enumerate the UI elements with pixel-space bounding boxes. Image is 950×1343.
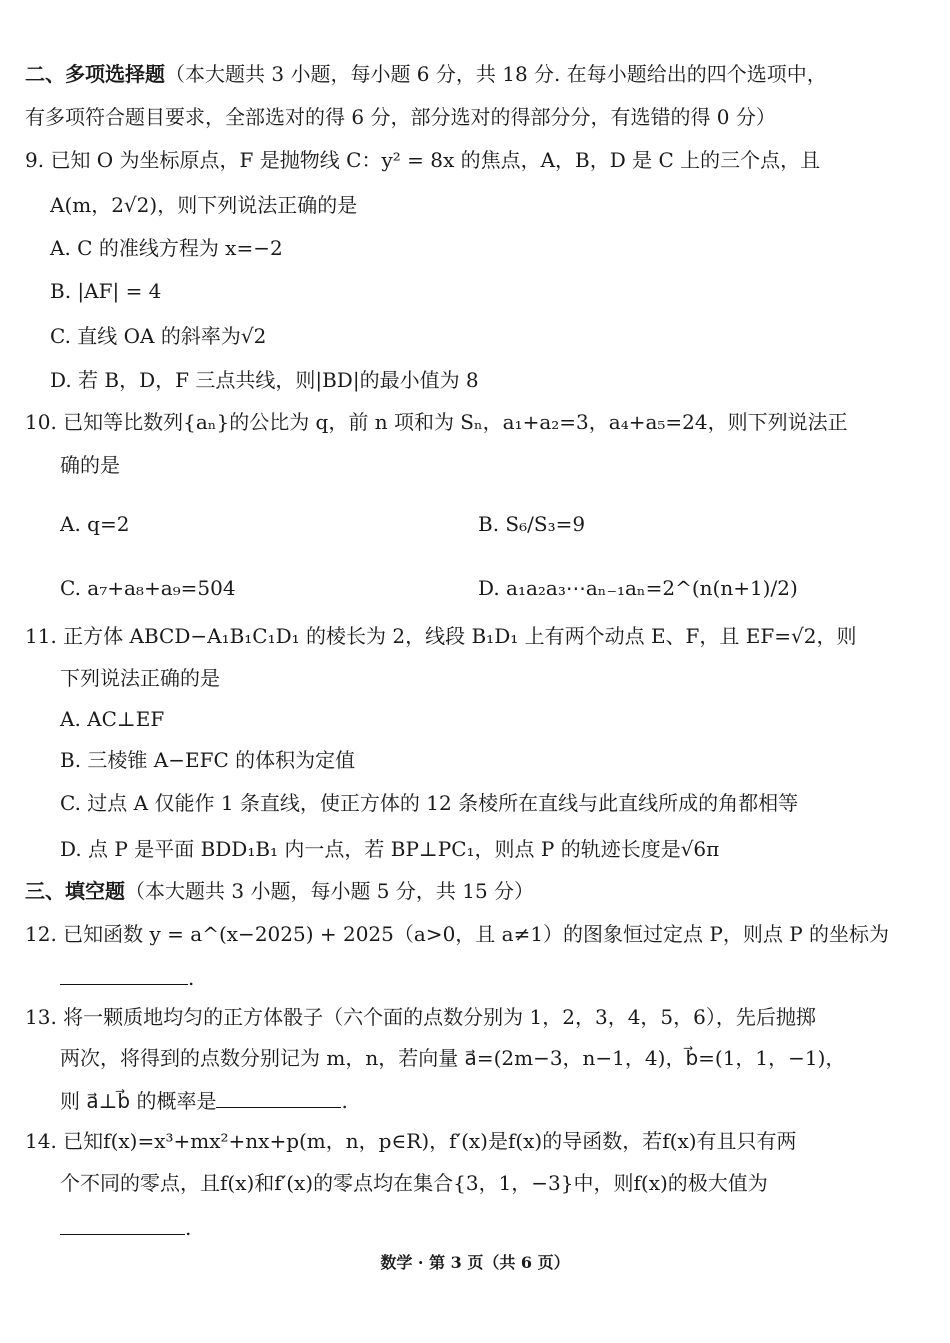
section2-line1 (25, 60, 827, 88)
q9-stem1: 9. 已知 O 为坐标原点，F 是抛物线 C：y² = 8x 的焦点，A，B，D 是 C 上的三个点，且 (25, 148, 821, 172)
q13-answer-blank[interactable] (216, 1085, 341, 1108)
page-footer: 数学 · 第 3 页（共 6 页） (380, 1253, 570, 1272)
q11-option-d: D. 点 P 是平面 BDD₁B₁ 内一点，若 BP⊥PC₁，则点 P 的轨迹长度是√6π (60, 837, 720, 861)
q12-stem1: 12. 已知函数 y = a^(x−2025) + 2025（a>0，且 a≠1）的图象恒过定点 P，则点 P 的坐标为 (25, 922, 890, 946)
q10-option-a: A. q=2 (60, 512, 130, 536)
section3-title: 三、填空题 (25, 879, 125, 903)
q11-stem2: 下列说法正确的是 (60, 666, 220, 690)
q10-option-c: C. a₇+a₈+a₉=504 (60, 576, 236, 600)
section2-desc2: 有多项符合题目要求，全部选对的得 6 分，部分选对的得部分分，有选错的得 0 分） (25, 105, 776, 129)
section2-desc1: （本大题共 3 小题，每小题 6 分，共 18 分. 在每小题给出的四个选项中， (165, 62, 827, 86)
q13-stem3a: 则 a⃗⊥b⃗ 的概率是 (60, 1089, 217, 1113)
q11-option-c: C. 过点 A 仅能作 1 条直线，使正方体的 12 条棱所在直线与此直线所成的角都相等 (60, 791, 799, 815)
q13-stem3 (60, 1085, 348, 1115)
section3-desc: （本大题共 3 小题，每小题 5 分，共 15 分） (125, 879, 535, 903)
q9-option-d: D. 若 B，D，F 三点共线，则|BD|的最小值为 8 (50, 368, 479, 392)
q10-option-d: D. a₁a₂a₃⋯aₙ₋₁aₙ=2^(n(n+1)/2) (478, 576, 798, 600)
q14-stem2: 个不同的零点，且f(x)和f′(x)的零点均在集合{3，1，−3}中，则f(x)的极大值为 (60, 1171, 768, 1195)
section2-title: 二、多项选择题 (25, 62, 165, 86)
q12-answer-blank[interactable] (60, 962, 188, 985)
q9-option-b: B. |AF| = 4 (50, 279, 162, 303)
q9-option-a: A. C 的准线方程为 x=−2 (50, 236, 283, 260)
q10-stem1: 10. 已知等比数列{aₙ}的公比为 q，前 n 项和为 Sₙ，a₁+a₂=3，a₄+a₅=24，则下列说法正 (25, 410, 848, 434)
q9-option-c: C. 直线 OA 的斜率为√2 (50, 324, 267, 348)
q14-stem1: 14. 已知f(x)=x³+mx²+nx+p(m，n，p∈R)，f′(x)是f(x)的导函数，若f(x)有且只有两 (25, 1129, 797, 1153)
q14-answer-line (60, 1212, 191, 1242)
q12-end: . (188, 966, 195, 990)
section3-line (25, 877, 534, 905)
q11-stem1: 11. 正方体 ABCD−A₁B₁C₁D₁ 的棱长为 2，线段 B₁D₁ 上有两个动点 E、F，且 EF=√2，则 (25, 624, 857, 648)
q10-option-b: B. S₆/S₃=9 (478, 512, 586, 536)
q14-end: . (185, 1216, 192, 1240)
q13-stem1: 13. 将一颗质地均匀的正方体骰子（六个面的点数分别为 1，2，3，4，5，6），先后抛掷 (25, 1005, 816, 1029)
q12-answer-line (60, 962, 194, 992)
q13-end: . (341, 1089, 348, 1113)
q13-stem2: 两次，将得到的点数分别记为 m，n，若向量 a⃗=(2m−3，n−1，4)，b⃗=(1，1，−1)， (60, 1046, 846, 1070)
q11-option-a: A. AC⊥EF (60, 707, 165, 731)
q9-stem2: A(m，2√2)，则下列说法正确的是 (50, 193, 358, 217)
q10-stem2: 确的是 (60, 453, 120, 477)
q11-option-b: B. 三棱锥 A−EFC 的体积为定值 (60, 748, 356, 772)
q14-answer-blank[interactable] (60, 1212, 185, 1235)
